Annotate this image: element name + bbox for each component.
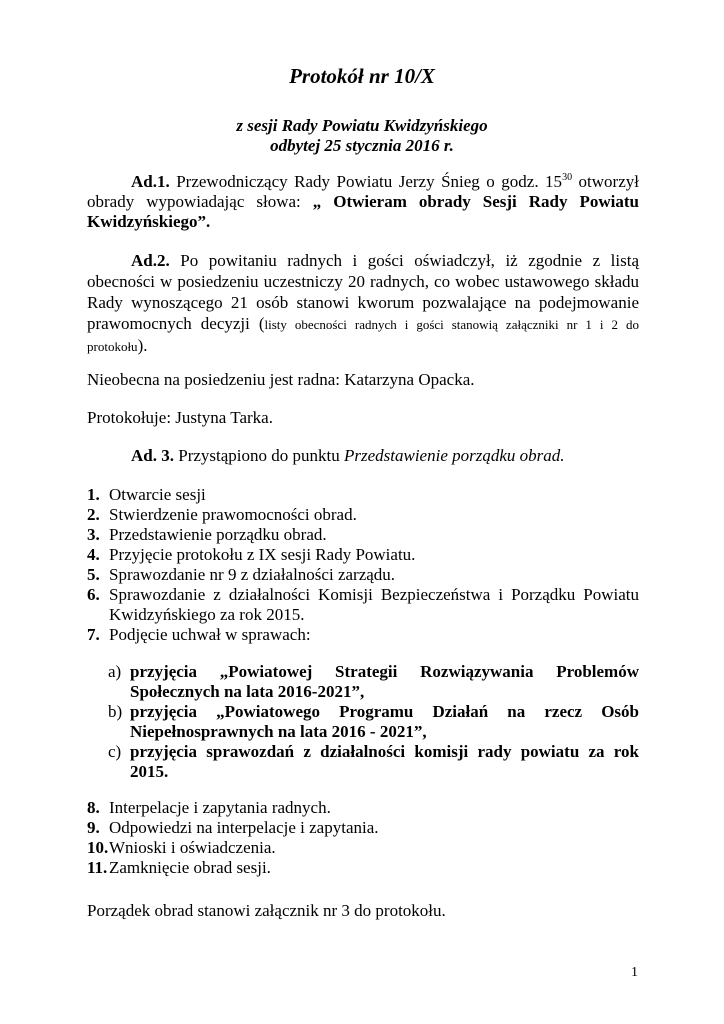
item-text: przyjęcia „Powiatowego Programu Działań na rzecz Osób Niepełnosprawnych na lata 2016 - 2021”,	[130, 702, 639, 741]
item-text: Zamknięcie obrad sesji.	[109, 858, 271, 877]
attachment-note: Porządek obrad stanowi załącznik nr 3 do protokołu.	[87, 901, 446, 920]
item-letter: b)	[108, 702, 123, 721]
item-text: Otwarcie sesji	[109, 485, 206, 504]
list-item	[87, 545, 639, 565]
list-item	[108, 702, 639, 742]
item-number: 4.	[87, 545, 100, 564]
item-number: 3.	[87, 525, 100, 544]
ad3-label: Ad. 3.	[131, 446, 174, 465]
resolutions-list	[108, 662, 639, 782]
item-letter: a)	[108, 662, 122, 681]
item-number: 9.	[87, 818, 100, 837]
ad3-italic: Przedstawienie porządku obrad.	[343, 446, 565, 465]
item-text: Podjęcie uchwał w sprawach:	[109, 625, 311, 644]
ad1-label: Ad.1.	[131, 172, 170, 191]
item-letter: c)	[108, 742, 122, 761]
subtitle-date: odbytej 25 stycznia 2016 r.	[270, 136, 454, 155]
ad1-text2: otworzył obrady wypowiadając słowa:	[87, 172, 639, 211]
item-text: Przyjęcie protokołu z IX sesji Rady Powiatu.	[109, 545, 416, 564]
item-number: 2.	[87, 505, 100, 524]
item-text: Sprawozdanie nr 9 z działalności zarządu.	[109, 565, 396, 584]
ad1-text1: Przewodniczący Rady Powiatu Jerzy Śnieg o godz. 15	[169, 172, 563, 191]
item-number: 11.	[87, 858, 108, 877]
list-item	[87, 838, 639, 858]
ad1-quote: „ Otwieram obrady Sesji Rady Powiatu Kwidzyńskiego”.	[87, 192, 639, 231]
recorder-note: Protokołuje: Justyna Tarka.	[87, 408, 273, 427]
item-number: 1.	[87, 485, 100, 504]
item-text: Przedstawienie porządku obrad.	[109, 525, 327, 544]
list-item	[87, 818, 639, 838]
document-subtitle	[0, 116, 724, 156]
list-item	[108, 742, 639, 782]
list-item	[87, 858, 639, 878]
item-text: Sprawozdanie z działalności Komisji Bezpieczeństwa i Porządku Powiatu Kwidzyńskiego za rok 2015.	[109, 585, 639, 624]
list-item	[87, 525, 639, 545]
list-item	[87, 565, 639, 585]
paragraph-ad2	[87, 250, 639, 357]
item-text: Stwierdzenie prawomocności obrad.	[109, 505, 357, 524]
paragraph-ad1	[87, 172, 639, 232]
list-item	[108, 662, 639, 702]
item-text: przyjęcia „Powiatowej Strategii Rozwiązywania Problemów Społecznych na lata 2016-2021”,	[130, 662, 639, 701]
list-item	[87, 505, 639, 525]
item-text: przyjęcia sprawozdań z działalności komisji rady powiatu za rok 2015.	[130, 742, 639, 781]
page-number: 1	[631, 965, 638, 980]
subtitle-session: z sesji Rady Powiatu Kwidzyńskiego	[236, 116, 488, 135]
list-item	[87, 485, 639, 505]
item-text: Interpelacje i zapytania radnych.	[109, 798, 331, 817]
list-item	[87, 585, 639, 625]
item-number: 5.	[87, 565, 100, 584]
list-item	[87, 798, 639, 818]
item-number: 10.	[87, 838, 109, 857]
item-text: Wnioski i oświadczenia.	[109, 838, 276, 857]
ad2-label: Ad.2.	[131, 251, 170, 270]
list-item	[87, 625, 639, 645]
ad1-time-sup: 30	[562, 172, 573, 183]
item-number: 8.	[87, 798, 100, 817]
item-number: 7.	[87, 625, 100, 644]
item-text: Odpowiedzi na interpelacje i zapytania.	[109, 818, 379, 837]
ad3-text: Przystąpiono do punktu	[173, 446, 344, 465]
document-title: Protokół nr 10/X	[289, 64, 435, 88]
paragraph-ad3	[87, 446, 639, 466]
absent-note: Nieobecna na posiedzeniu jest radna: Katarzyna Opacka.	[87, 370, 475, 389]
agenda-list-continued	[87, 798, 639, 878]
ad2-text: Po powitaniu radnych i gości oświadczył, iż zgodnie z listą obecności w posiedzeniu uczestniczy 20 radnych, co wobec ustawowego składu Rady wynoszącego 21 osób stanowi kworum pozwalające na podejmowanie prawomocnych decyzji (	[87, 251, 639, 333]
ad2-close: ).	[137, 336, 148, 355]
ad2-attachment-note: listy obecności radnych i gości stanowią załączniki nr 1 i 2 do protokołu	[87, 317, 639, 354]
agenda-list	[87, 485, 639, 645]
item-number: 6.	[87, 585, 100, 604]
